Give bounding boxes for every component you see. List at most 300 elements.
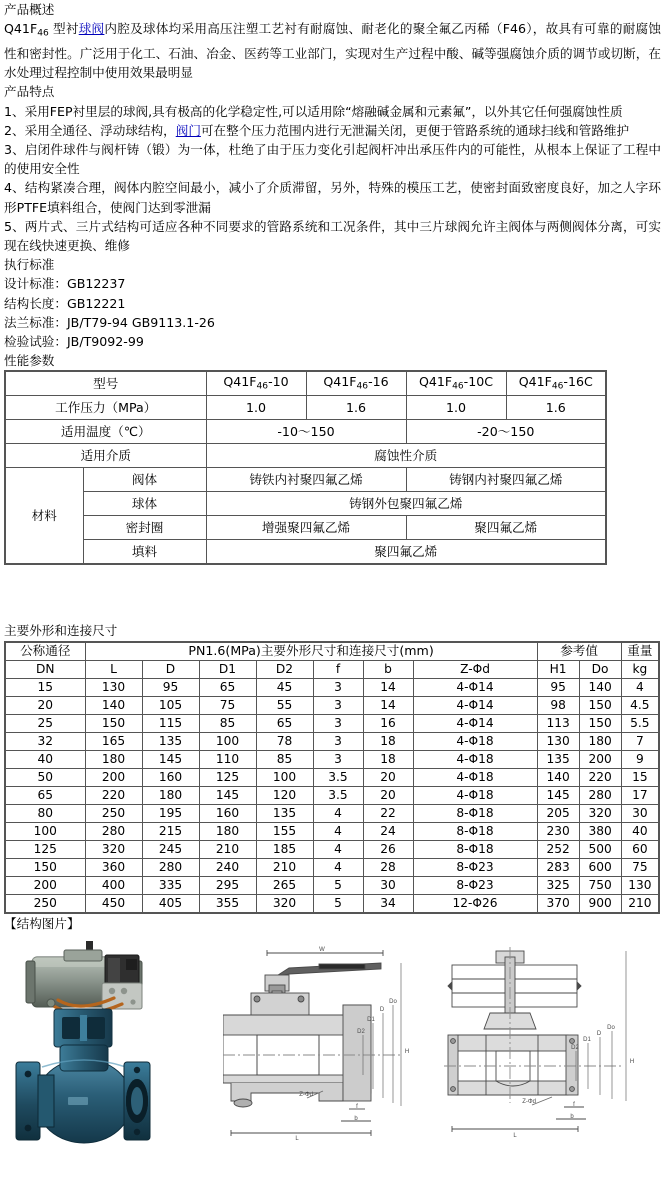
cell-d2: 65: [256, 714, 313, 732]
cell-d1: 295: [199, 876, 256, 894]
standards-heading: 执行标准: [4, 257, 55, 273]
yoke-window-right: [87, 1017, 105, 1039]
col-header-l: L: [85, 660, 142, 678]
table-row: [5, 678, 659, 696]
cell-kg: 4.5: [621, 696, 659, 714]
figures-heading: 【结构图片】: [4, 915, 80, 931]
cell-do: 200: [579, 750, 621, 768]
dimensions-table: [4, 641, 660, 914]
figure-pneumatic-valve-photo: [2, 941, 217, 1181]
cell-d1: 160: [199, 804, 256, 822]
label-f: f: [356, 1103, 358, 1110]
medium-value-cell: 腐蚀性介质: [206, 444, 606, 468]
solenoid-face: [108, 958, 120, 982]
cell-f: 3: [313, 696, 363, 714]
cell-d: 95: [142, 678, 199, 696]
cell-l: 400: [85, 876, 142, 894]
model-cell-2: [306, 371, 406, 396]
cell-d1: 85: [199, 714, 256, 732]
model-code-subscript: 46: [37, 28, 49, 39]
cell-h1: 325: [537, 876, 579, 894]
table-row-temperature: [5, 420, 606, 444]
temperature-value-2: -20～150: [406, 420, 606, 444]
model-4-sub: 46: [551, 381, 564, 392]
model-3-sub: 46: [452, 381, 464, 392]
lower-body: [231, 1083, 343, 1101]
standards-section: [0, 255, 665, 351]
yoke-window-left: [62, 1017, 80, 1039]
overview-paragraph: [4, 19, 661, 82]
cell-h1: 252: [537, 840, 579, 858]
cell-d1: 100: [199, 732, 256, 750]
model-4-prefix: Q41F: [518, 373, 552, 389]
cell-d1: 355: [199, 894, 256, 913]
label-h: H: [404, 1048, 410, 1055]
feature-item-4: 4、结构紧凑合理，阀体内腔空间最小，减小了介质滞留，另外，特殊的模压工艺，使密封面致密度良好，加之人字环形PTFE填料组合，使阀门达到零泄漏: [4, 180, 661, 215]
cell-dn: 80: [5, 804, 85, 822]
material-value-ball: 铸钢外包聚四氟乙烯: [206, 492, 606, 516]
label-d: D: [379, 1006, 385, 1013]
cell-zphid: 4-Φ18: [413, 750, 537, 768]
table-row: [5, 750, 659, 768]
cell-f: 4: [313, 822, 363, 840]
label-h: H: [629, 1058, 635, 1065]
cell-b: 20: [363, 768, 413, 786]
figures-section: [0, 914, 665, 933]
label-l: L: [513, 1132, 517, 1139]
valve-bonnet: [60, 1045, 108, 1071]
standard-value-flange: JB/T79-94 GB9113.1-26: [66, 314, 215, 330]
cell-h1: 145: [537, 786, 579, 804]
flange-right-bolt-2: [134, 1129, 140, 1135]
cell-dn: 100: [5, 822, 85, 840]
model-code-prefix: Q41F: [4, 21, 38, 37]
material-value-packing: 聚四氟乙烯: [206, 540, 606, 565]
cell-do: 600: [579, 858, 621, 876]
cell-h1: 230: [537, 822, 579, 840]
label-zphid: Z-Φd: [299, 1091, 313, 1098]
model-2-prefix: Q41F: [323, 373, 357, 389]
cell-d: 405: [142, 894, 199, 913]
model-2-suffix: -16: [368, 373, 389, 389]
cell-kg: 40: [621, 822, 659, 840]
cell-zphid: 12-Φ26: [413, 894, 537, 913]
cell-zphid: 4-Φ14: [413, 714, 537, 732]
cell-dn: 65: [5, 786, 85, 804]
material-name-seal: 密封圈: [83, 516, 206, 540]
label-d1: D1: [367, 1016, 375, 1023]
material-name-ball: 球体: [83, 492, 206, 516]
cell-do: 500: [579, 840, 621, 858]
model-1-prefix: Q41F: [223, 373, 257, 389]
cell-d2: 185: [256, 840, 313, 858]
cell-zphid: 8-Φ23: [413, 876, 537, 894]
cell-do: 900: [579, 894, 621, 913]
standard-value-design: GB12237: [66, 276, 126, 292]
pressure-value-2: 1.6: [306, 396, 406, 420]
feature-item-1: 1、采用FEP衬里层的球阀,具有极高的化学稳定性,可以适用除“熔融碱金属和元素氟”，以外其它任何强腐蚀性质: [4, 103, 623, 119]
col-header-d1: D1: [199, 660, 256, 678]
valve-link[interactable]: 阀门: [175, 122, 201, 138]
table-row: [5, 786, 659, 804]
cell-f: 3: [313, 714, 363, 732]
feature-item-2: [4, 121, 661, 140]
cell-l: 200: [85, 768, 142, 786]
cell-dn: 150: [5, 858, 85, 876]
table-row-model: [5, 371, 606, 396]
col-header-kg: kg: [621, 660, 659, 678]
cell-f: 4: [313, 840, 363, 858]
cell-dn: 32: [5, 732, 85, 750]
standard-label-length: 结构长度：: [4, 295, 67, 311]
cell-l: 450: [85, 894, 142, 913]
cell-dn: 50: [5, 768, 85, 786]
group-header-dims: PN1.6(MPa)主要外形尺寸和连接尺寸(mm): [85, 642, 537, 661]
cell-kg: 15: [621, 768, 659, 786]
cell-b: 34: [363, 894, 413, 913]
cell-f: 5: [313, 894, 363, 913]
cell-do: 380: [579, 822, 621, 840]
solenoid-connector: [126, 959, 137, 970]
flange-left-bolt-2: [25, 1124, 32, 1131]
cell-dn: 15: [5, 678, 85, 696]
cell-zphid: 8-Φ23: [413, 858, 537, 876]
cell-b: 28: [363, 858, 413, 876]
cell-d: 135: [142, 732, 199, 750]
cell-kg: 60: [621, 840, 659, 858]
cell-l: 360: [85, 858, 142, 876]
cell-do: 280: [579, 786, 621, 804]
col-header-dn: DN: [5, 660, 85, 678]
model-1-suffix: -10: [268, 373, 289, 389]
cell-zphid: 4-Φ18: [413, 732, 537, 750]
cell-d2: 45: [256, 678, 313, 696]
table-row-group-header: [5, 642, 659, 661]
cell-do: 320: [579, 804, 621, 822]
group-header-weight: 重量: [621, 642, 659, 661]
figure-manual-valve-drawing: [223, 943, 438, 1181]
cell-dn: 200: [5, 876, 85, 894]
overview-text-b: 内腔及球体均采用高压注塑工艺衬有耐腐蚀、耐老化的聚全氟乙丙稀（F46），故具有可靠的耐腐蚀性和密封性。广泛用于化工、石油、冶金、医药等工业部门，实现对生产过程中酸、碱等强腐蚀介质的调节或切断，在水处理过程控制中使用效果最明显: [4, 21, 661, 81]
cell-do: 750: [579, 876, 621, 894]
cell-l: 130: [85, 678, 142, 696]
cell-do: 220: [579, 768, 621, 786]
model-cell-4: [506, 371, 606, 396]
col-header-d: D: [142, 660, 199, 678]
cell-d: 105: [142, 696, 199, 714]
cell-d1: 180: [199, 822, 256, 840]
cell-b: 20: [363, 786, 413, 804]
cell-zphid: 8-Φ18: [413, 822, 537, 840]
cell-d1: 110: [199, 750, 256, 768]
figure-pneumatic-valve-drawing: [444, 943, 662, 1181]
feature-2-text-a: 2、采用全通径、浮动球结构，: [4, 122, 176, 138]
cell-zphid: 8-Φ18: [413, 840, 537, 858]
bonnet-bolt-right: [298, 996, 304, 1002]
col-header-d2: D2: [256, 660, 313, 678]
cell-kg: 210: [621, 894, 659, 913]
cell-b: 14: [363, 678, 413, 696]
cell-b: 26: [363, 840, 413, 858]
overview-text-a: 型衬: [48, 21, 79, 37]
pressure-value-3: 1.0: [406, 396, 506, 420]
cell-d: 280: [142, 858, 199, 876]
table-row-material-packing: [5, 540, 606, 565]
pressure-value-4: 1.6: [506, 396, 606, 420]
material-value-body-2: 铸钢内衬聚四氟乙烯: [406, 468, 606, 492]
cell-d: 245: [142, 840, 199, 858]
flange-left-bolt-2: [451, 1086, 456, 1091]
performance-parameters-table: [4, 370, 607, 565]
cell-d: 195: [142, 804, 199, 822]
performance-heading: 性能参数: [4, 353, 55, 369]
cell-dn: 250: [5, 894, 85, 913]
positioner-port-3: [130, 999, 135, 1004]
overview-heading: 产品概述: [4, 2, 55, 17]
cell-h1: 370: [537, 894, 579, 913]
cell-b: 18: [363, 750, 413, 768]
label-d: D: [596, 1030, 602, 1037]
cell-h1: 130: [537, 732, 579, 750]
cell-kg: 30: [621, 804, 659, 822]
table-row-medium: [5, 444, 606, 468]
material-name-packing: 填料: [83, 540, 206, 565]
table-row-pressure: [5, 396, 606, 420]
cell-kg: 130: [621, 876, 659, 894]
cell-l: 220: [85, 786, 142, 804]
cell-l: 180: [85, 750, 142, 768]
cell-f: 3.5: [313, 768, 363, 786]
cell-d1: 145: [199, 786, 256, 804]
cell-f: 3: [313, 750, 363, 768]
model-3-prefix: Q41F: [418, 373, 453, 389]
standard-value-length: GB12221: [66, 295, 126, 311]
col-header-do: Do: [579, 660, 621, 678]
table-row: [5, 714, 659, 732]
standard-row-length: [4, 294, 661, 313]
model-1-sub: 46: [256, 381, 269, 392]
col-header-b: b: [363, 660, 413, 678]
actuator-cap-left: [448, 982, 452, 990]
pressure-value-1: 1.0: [206, 396, 306, 420]
cell-d2: 100: [256, 768, 313, 786]
section-spacer: [0, 565, 665, 621]
label-d2: D2: [571, 1044, 579, 1051]
model-2-sub: 46: [356, 381, 369, 392]
cell-kg: 5.5: [621, 714, 659, 732]
model-4-suffix: -16C: [563, 373, 593, 389]
standard-value-test: JB/T9092-99: [66, 333, 144, 349]
cell-d2: 78: [256, 732, 313, 750]
material-value-body-1: 铸铁内衬聚四氟乙烯: [206, 468, 406, 492]
cell-d1: 75: [199, 696, 256, 714]
label-w: W: [319, 946, 325, 953]
table-row: [5, 732, 659, 750]
cell-zphid: 4-Φ18: [413, 768, 537, 786]
positioner-port-2: [121, 988, 127, 994]
cell-b: 14: [363, 696, 413, 714]
table-row: [5, 822, 659, 840]
flange-left: [448, 1035, 458, 1095]
cell-l: 165: [85, 732, 142, 750]
model-cell-3: [406, 371, 506, 396]
model-cell-1: [206, 371, 306, 396]
cell-h1: 140: [537, 768, 579, 786]
dimensions-heading: 主要外形和连接尺寸: [4, 623, 118, 639]
cell-do: 140: [579, 678, 621, 696]
label-b: b: [570, 1113, 574, 1120]
cell-l: 280: [85, 822, 142, 840]
standard-row-test: [4, 332, 661, 351]
cell-d: 115: [142, 714, 199, 732]
flange-left-neck: [38, 1075, 54, 1127]
feature-item-3: 3、启闭件球件与阀杆铸（锻）为一体，杜绝了由于压力变化引起阀杆冲出承压件内的可能性，从根本上保证了工程中的使用安全性: [4, 141, 661, 177]
cell-dn: 20: [5, 696, 85, 714]
cell-kg: 9: [621, 750, 659, 768]
cell-dn: 125: [5, 840, 85, 858]
cell-dn: 25: [5, 714, 85, 732]
label-d2: D2: [357, 1028, 365, 1035]
cell-f: 3: [313, 678, 363, 696]
cell-f: 4: [313, 804, 363, 822]
group-header-reference: 参考值: [537, 642, 621, 661]
dimensions-section: [0, 621, 665, 640]
cell-d1: 210: [199, 840, 256, 858]
cell-l: 250: [85, 804, 142, 822]
cell-h1: 283: [537, 858, 579, 876]
temperature-value-1: -10～150: [206, 420, 406, 444]
actuator-end-cap-left: [26, 961, 35, 1003]
cell-d2: 210: [256, 858, 313, 876]
cell-kg: 7: [621, 732, 659, 750]
cell-do: 180: [579, 732, 621, 750]
temperature-label-cell: 适用温度（℃）: [5, 420, 206, 444]
table-row-column-header: [5, 660, 659, 678]
table-row: [5, 768, 659, 786]
cell-zphid: 4-Φ14: [413, 696, 537, 714]
valve-port-opening: [131, 1087, 143, 1115]
cell-do: 150: [579, 714, 621, 732]
cell-d2: 120: [256, 786, 313, 804]
standard-label-flange: 法兰标准：: [4, 314, 67, 330]
col-header-zphid: Z-Φd: [413, 660, 537, 678]
cell-f: 3: [313, 732, 363, 750]
actuator-cap-right: [577, 982, 581, 990]
pneumatic-actuated-lined-ball-valve-photo: [2, 941, 217, 1181]
cell-d1: 240: [199, 858, 256, 876]
cell-d2: 85: [256, 750, 313, 768]
cell-zphid: 4-Φ18: [413, 786, 537, 804]
cell-d2: 320: [256, 894, 313, 913]
cell-d: 215: [142, 822, 199, 840]
label-f: f: [573, 1101, 575, 1108]
cell-h1: 113: [537, 714, 579, 732]
flange-right-bolt-1: [134, 1067, 140, 1073]
cell-d: 335: [142, 876, 199, 894]
label-do: Do: [389, 998, 397, 1005]
material-label-cell: 材料: [5, 468, 83, 565]
table-row: [5, 858, 659, 876]
features-heading: 产品特点: [4, 84, 55, 100]
cell-b: 22: [363, 804, 413, 822]
cell-d: 145: [142, 750, 199, 768]
label-do: Do: [607, 1024, 615, 1031]
cell-d2: 135: [256, 804, 313, 822]
table-row: [5, 696, 659, 714]
table-row-material-ball: [5, 492, 606, 516]
cell-l: 150: [85, 714, 142, 732]
table-row-material-body: [5, 468, 606, 492]
ball-valve-link[interactable]: 球阀: [78, 21, 105, 37]
standard-label-test: 检验试验：: [4, 333, 67, 349]
cell-d1: 65: [199, 678, 256, 696]
performance-section: [0, 351, 665, 370]
flange-left-bolt-1: [25, 1070, 32, 1077]
cell-h1: 98: [537, 696, 579, 714]
feature-item-5: 5、两片式、三片式结构可适应各种不同要求的管路系统和工况条件，其中三片球阀允许主阀体与两侧阀体分离，可实现在线快速更换、维修: [4, 218, 661, 253]
bonnet-bolt-left: [254, 996, 260, 1002]
cell-kg: 17: [621, 786, 659, 804]
cell-b: 18: [363, 732, 413, 750]
material-value-seal-1: 增强聚四氟乙烯: [206, 516, 406, 540]
cell-h1: 135: [537, 750, 579, 768]
cell-zphid: 4-Φ14: [413, 678, 537, 696]
cell-d2: 265: [256, 876, 313, 894]
cell-f: 3.5: [313, 786, 363, 804]
label-l: L: [295, 1135, 299, 1142]
material-name-body: 阀体: [83, 468, 206, 492]
standard-row-flange: [4, 313, 661, 332]
cell-do: 150: [579, 696, 621, 714]
cell-b: 30: [363, 876, 413, 894]
yoke-center-stem: [80, 1015, 87, 1041]
actuator-mount-bracket: [64, 950, 102, 961]
pneumatic-ball-valve-section-drawing: [444, 943, 662, 1181]
label-d1: D1: [583, 1036, 591, 1043]
medium-label-cell: 适用介质: [5, 444, 206, 468]
group-header-dn: 公称通径: [5, 642, 85, 661]
cell-d2: 55: [256, 696, 313, 714]
cell-d1: 125: [199, 768, 256, 786]
pressure-label-cell: 工作压力（MPa）: [5, 396, 206, 420]
model-label-cell: 型号: [5, 371, 206, 396]
col-header-f: f: [313, 660, 363, 678]
cell-l: 140: [85, 696, 142, 714]
cell-b: 24: [363, 822, 413, 840]
flange-left-bolt-1: [451, 1038, 456, 1043]
manual-lever-ball-valve-section-drawing: [223, 943, 438, 1181]
table-row: [5, 876, 659, 894]
table-row: [5, 840, 659, 858]
cell-dn: 40: [5, 750, 85, 768]
cell-f: 5: [313, 876, 363, 894]
positioner-port-1: [109, 988, 115, 994]
cell-l: 320: [85, 840, 142, 858]
label-b: b: [354, 1115, 358, 1122]
cell-d: 160: [142, 768, 199, 786]
cell-zphid: 8-Φ18: [413, 804, 537, 822]
lever-grip: [319, 964, 365, 969]
cell-h1: 95: [537, 678, 579, 696]
figures-row: [0, 941, 665, 1181]
table-row: [5, 804, 659, 822]
col-header-h1: H1: [537, 660, 579, 678]
cell-h1: 205: [537, 804, 579, 822]
model-3-suffix: -10C: [463, 373, 494, 389]
overview-section: [0, 0, 665, 82]
material-value-seal-2: 聚四氟乙烯: [406, 516, 606, 540]
cell-f: 4: [313, 858, 363, 876]
